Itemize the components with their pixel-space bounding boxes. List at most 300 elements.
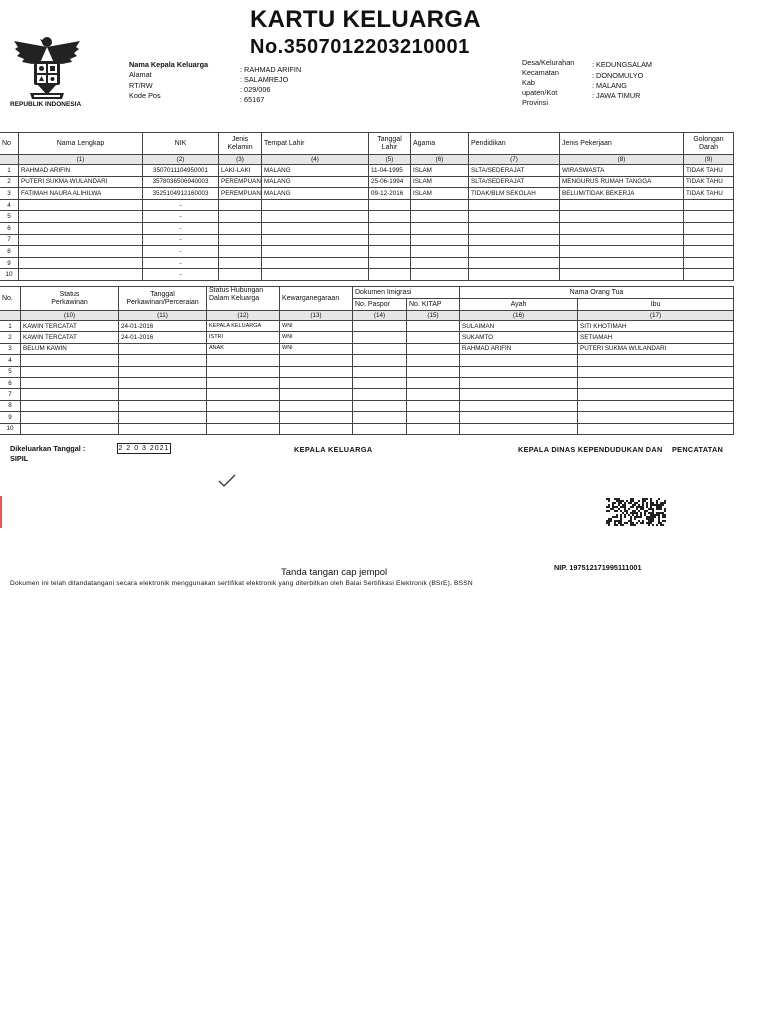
table-cell-ibu [578, 366, 734, 377]
table-cell-tgl [119, 377, 207, 388]
table-cell-paspor [353, 400, 407, 411]
table-cell-kitap [407, 423, 460, 434]
header-blood-line2: Darah [698, 143, 719, 151]
table-cell-tempat [262, 269, 369, 281]
table-cell-nik: - [143, 199, 219, 211]
header-kitap: No. KITAP [407, 299, 460, 311]
table-cell-agama [411, 199, 469, 211]
table-cell-hub [207, 377, 280, 388]
table-cell-ibu: SITI KHOTIMAH [578, 321, 734, 332]
header-no: No [0, 133, 19, 155]
table-cell-kwn: WNI [280, 321, 353, 332]
table-cell-hub [207, 400, 280, 411]
table-cell-nik: - [143, 257, 219, 269]
table-row [0, 199, 734, 211]
table-cell-paspor [353, 423, 407, 434]
table-cell-ayah [460, 366, 578, 377]
col-number: (6) [411, 155, 469, 165]
table-cell-nama [19, 234, 143, 246]
table-cell-kitap [407, 389, 460, 400]
table-cell-pendidikan [469, 211, 560, 223]
table-cell-ibu [578, 377, 734, 388]
table-cell-kitap [407, 400, 460, 411]
table-cell-no: 7 [0, 234, 19, 246]
table-cell-nama [19, 222, 143, 234]
table2-header-row-1 [0, 287, 734, 299]
table-cell-gol: TIDAK TAHU [684, 176, 734, 188]
table-cell-tgl [119, 400, 207, 411]
table-cell-ibu: SETIAMAH [578, 332, 734, 343]
col-number: (3) [219, 155, 262, 165]
table-cell-tgl [119, 343, 207, 354]
label-district: Kecamatan [522, 68, 559, 77]
table-cell-jk: LAKI-LAKI [219, 165, 262, 177]
header-education: Pendidikan [469, 133, 560, 155]
table-cell-tgl: 11-04-1995 [369, 165, 411, 177]
family-card-number: No.3507012203210001 [250, 36, 470, 58]
table-cell-gol [684, 246, 734, 258]
header-birthplace: Tempat Lahir [262, 133, 369, 155]
col-number-blank [0, 311, 21, 321]
col-number: (8) [560, 155, 684, 165]
table-cell-no: 10 [0, 423, 21, 434]
table-cell-pendidikan [469, 257, 560, 269]
col-number: (4) [262, 155, 369, 165]
header-marital-status [21, 287, 119, 311]
table-cell-kitap [407, 343, 460, 354]
table-cell-no: 8 [0, 246, 19, 258]
label-postal-code: Kode Pos [129, 91, 161, 100]
header-marital-line2: Perkawinan [51, 298, 88, 306]
header-birthdate-line2: Lahir [381, 143, 398, 151]
family-status-table [0, 286, 734, 435]
table-cell-no: 4 [0, 355, 21, 366]
table-cell-status [21, 355, 119, 366]
table-cell-paspor [353, 389, 407, 400]
label-rt-rw: RT/RW [129, 81, 153, 90]
label-address: Alamat [129, 70, 152, 79]
table-cell-paspor [353, 377, 407, 388]
table-row [0, 211, 734, 223]
header-birthdate-line1: Tanggal [377, 135, 402, 143]
head-of-office-label: KEPALA DINAS KEPENDUDUKAN DAN [518, 445, 663, 454]
table-cell-tgl [119, 366, 207, 377]
table-cell-tempat: MALANG [262, 165, 369, 177]
checkmark-icon [218, 474, 236, 488]
table-cell-status [21, 400, 119, 411]
table-row [0, 343, 734, 354]
table-cell-pekerjaan [560, 246, 684, 258]
table-cell-no: 9 [0, 412, 21, 423]
table-cell-gol: TIDAK TAHU [684, 165, 734, 177]
table-cell-pekerjaan: MENGURUS RUMAH TANGGA [560, 176, 684, 188]
table-row [0, 246, 734, 258]
table-cell-gol [684, 199, 734, 211]
table-row [0, 332, 734, 343]
table-cell-tgl [119, 423, 207, 434]
table-cell-ayah [460, 377, 578, 388]
col-number-blank [0, 155, 19, 165]
table-cell-hub [207, 366, 280, 377]
table-cell-ayah [460, 423, 578, 434]
document-title: KARTU KELUARGA [250, 6, 481, 33]
value-head-of-family: : RAHMAD ARIFIN [240, 65, 302, 74]
table-cell-no: 9 [0, 257, 19, 269]
table-cell-nik: - [143, 211, 219, 223]
header-gender [219, 133, 262, 155]
family-members-table [0, 132, 734, 281]
table-cell-nama [19, 246, 143, 258]
value-postal-code: : 65167 [240, 95, 265, 104]
table-row [0, 412, 734, 423]
table-cell-jk [219, 246, 262, 258]
table-cell-agama: ISLAM [411, 188, 469, 200]
value-province: : JAWA TIMUR [592, 91, 641, 100]
table-cell-no: 5 [0, 366, 21, 377]
table-cell-paspor [353, 332, 407, 343]
table-cell-no: 6 [0, 377, 21, 388]
table-cell-no: 6 [0, 222, 19, 234]
table-cell-pendidikan [469, 199, 560, 211]
table-row [0, 176, 734, 188]
table-cell-tgl [369, 269, 411, 281]
table-cell-tempat [262, 199, 369, 211]
table-cell-hub: ANAK [207, 343, 280, 354]
table-cell-hub [207, 412, 280, 423]
header-father: Ayah [460, 299, 578, 311]
table-cell-status: KAWIN TERCATAT [21, 321, 119, 332]
table-row [0, 366, 734, 377]
table-cell-tgl [369, 199, 411, 211]
table-cell-pekerjaan [560, 211, 684, 223]
table-row [0, 423, 734, 434]
col-number: (1) [19, 155, 143, 165]
table-cell-no: 3 [0, 343, 21, 354]
col-number: (7) [469, 155, 560, 165]
table-cell-tempat [262, 257, 369, 269]
header-mother: Ibu [578, 299, 734, 311]
col-number: (5) [369, 155, 411, 165]
table-cell-tgl [369, 234, 411, 246]
table-cell-no: 1 [0, 165, 19, 177]
table-cell-ibu [578, 423, 734, 434]
table-row [0, 389, 734, 400]
table-cell-agama [411, 246, 469, 258]
header-citizenship: Kewarganegaraan [280, 287, 353, 311]
table-cell-paspor [353, 366, 407, 377]
table-cell-ayah [460, 389, 578, 400]
table-cell-ibu [578, 400, 734, 411]
table-cell-kitap [407, 332, 460, 343]
col-number: (2) [143, 155, 219, 165]
col-number: (17) [578, 311, 734, 321]
header-no: No. [0, 287, 21, 311]
col-number: (16) [460, 311, 578, 321]
table-cell-nama [19, 269, 143, 281]
table-cell-gol [684, 257, 734, 269]
table-cell-gol [684, 211, 734, 223]
header-marriage-line1: Tanggal [150, 290, 175, 298]
table-cell-agama [411, 222, 469, 234]
red-margin-mark [0, 496, 2, 528]
table-cell-no: 4 [0, 199, 19, 211]
header-blood-type [684, 133, 734, 155]
table-row [0, 355, 734, 366]
table-cell-kitap [407, 355, 460, 366]
table-cell-gol [684, 222, 734, 234]
header-occupation: Jenis Pekerjaan [560, 133, 684, 155]
header-religion: Agama [411, 133, 469, 155]
header-marital-line1: Status [59, 290, 80, 298]
table-cell-nik: - [143, 269, 219, 281]
table-cell-gol: TIDAK TAHU [684, 188, 734, 200]
table-cell-ayah: RAHMAD ARIFIN [460, 343, 578, 354]
table-cell-no: 2 [0, 176, 19, 188]
label-village: Desa/Kelurahan [522, 58, 575, 67]
table-cell-kitap [407, 412, 460, 423]
table-cell-paspor [353, 412, 407, 423]
table-cell-pekerjaan [560, 269, 684, 281]
table-cell-nama [19, 211, 143, 223]
header-relationship [207, 287, 280, 311]
table-cell-nik: - [143, 222, 219, 234]
table-cell-no: 3 [0, 188, 19, 200]
header-marriage-date [119, 287, 207, 311]
thumbprint-label: Tanda tangan cap jempol [281, 567, 388, 578]
table-cell-gol [684, 234, 734, 246]
value-rt-rw: : 029/006 [240, 85, 271, 94]
header-birthdate [369, 133, 411, 155]
table-cell-agama [411, 257, 469, 269]
table-cell-kwn [280, 389, 353, 400]
table-cell-ibu [578, 389, 734, 400]
table-cell-ibu [578, 355, 734, 366]
header-nik: NIK [143, 133, 219, 155]
table-cell-tempat: MALANG [262, 176, 369, 188]
value-regency: : MALANG [592, 81, 627, 90]
table-cell-kitap [407, 377, 460, 388]
qr-code-icon [606, 498, 666, 526]
table-cell-pendidikan [469, 222, 560, 234]
table-cell-gol [684, 269, 734, 281]
table-cell-paspor [353, 355, 407, 366]
table-cell-tgl: 25-06-1994 [369, 176, 411, 188]
civil-registry-label: PENCATATAN [672, 445, 724, 454]
issued-date-value: 2 2 0 3 2021 [118, 445, 170, 452]
table-cell-tgl [369, 222, 411, 234]
table-cell-pekerjaan: BELUM/TIDAK BEKERJA [560, 188, 684, 200]
table-cell-status: BELUM KAWIN [21, 343, 119, 354]
header-gender-line2: Kelamin [227, 143, 253, 151]
table-cell-status [21, 423, 119, 434]
label-regency-1: Kab [522, 78, 535, 87]
value-address: : SALAMREJO [240, 75, 289, 84]
table-cell-hub [207, 423, 280, 434]
table-cell-nama [19, 257, 143, 269]
table-cell-pekerjaan [560, 222, 684, 234]
table-cell-status [21, 412, 119, 423]
table-cell-tempat [262, 246, 369, 258]
table-cell-tempat [262, 222, 369, 234]
table-cell-pendidikan [469, 246, 560, 258]
garuda-emblem-icon [12, 33, 82, 103]
head-of-family-signature-label: KEPALA KELUARGA [294, 445, 373, 454]
table-cell-tgl [119, 412, 207, 423]
col-number: (12) [207, 311, 280, 321]
table-cell-kwn: WNI [280, 343, 353, 354]
table-cell-hub: ISTRI [207, 332, 280, 343]
table-cell-kwn [280, 400, 353, 411]
nip-number: NIP. 197512171995111001 [554, 563, 642, 572]
table-cell-jk: PEREMPUAN [219, 188, 262, 200]
col-number: (14) [353, 311, 407, 321]
table-row [0, 165, 734, 177]
header-marriage-line2: Perkawinan/Perceraian [126, 298, 199, 306]
table-cell-nama: RAHMAD ARIFIN [19, 165, 143, 177]
table-cell-pendidikan: SLTA/SEDERAJAT [469, 176, 560, 188]
table-cell-jk: PEREMPUAN [219, 176, 262, 188]
table-cell-nama: PUTERI SUKMA WULANDARI [19, 176, 143, 188]
table-cell-tgl: 24-01-2016 [119, 321, 207, 332]
table-cell-no: 1 [0, 321, 21, 332]
table-cell-ayah [460, 412, 578, 423]
col-number: (13) [280, 311, 353, 321]
table-cell-paspor [353, 321, 407, 332]
header-name: Nama Lengkap [19, 133, 143, 155]
sipil-label: SIPIL [10, 454, 29, 463]
table1-column-number-row [0, 155, 734, 165]
table-cell-nik: 3525104912160003 [143, 188, 219, 200]
table-cell-jk [219, 199, 262, 211]
table-cell-kwn [280, 412, 353, 423]
table-row [0, 269, 734, 281]
table-cell-status [21, 377, 119, 388]
table-cell-no: 8 [0, 400, 21, 411]
table-cell-tempat [262, 234, 369, 246]
value-village: : KEDUNGSALAM [592, 60, 653, 69]
table-row [0, 377, 734, 388]
col-number: (11) [119, 311, 207, 321]
table-cell-no: 7 [0, 389, 21, 400]
table-cell-tgl: 09-12-2016 [369, 188, 411, 200]
table-cell-no: 2 [0, 332, 21, 343]
table-cell-pekerjaan: WIRASWASTA [560, 165, 684, 177]
table-cell-kwn [280, 355, 353, 366]
table2-column-number-row [0, 311, 734, 321]
table-cell-nama: FATIMAH NAURA ALIHILWA [19, 188, 143, 200]
value-district: : DONOMULYO [592, 71, 644, 80]
emblem-caption: REPUBLIK INDONESIA [10, 101, 82, 108]
table1-header-row [0, 133, 734, 155]
table-row [0, 234, 734, 246]
table-cell-kwn [280, 423, 353, 434]
table-cell-pendidikan: TIDAK/BLM SEKOLAH [469, 188, 560, 200]
table-cell-kwn [280, 366, 353, 377]
header-immigration-docs: Dokumen Imigrasi [353, 287, 460, 299]
table-cell-jk [219, 211, 262, 223]
table-cell-pekerjaan [560, 257, 684, 269]
label-province: Provinsi [522, 98, 548, 107]
table-cell-jk [219, 234, 262, 246]
table-cell-tgl [119, 355, 207, 366]
table-cell-no: 10 [0, 269, 19, 281]
table-cell-ayah [460, 355, 578, 366]
header-relationship-line1: Status Hubungan [209, 287, 264, 294]
col-number: (15) [407, 311, 460, 321]
table-cell-nik: 3578036506940003 [143, 176, 219, 188]
header-parents: Nama Orang Tua [460, 287, 734, 299]
table-cell-tempat [262, 211, 369, 223]
table-cell-agama: ISLAM [411, 165, 469, 177]
table-cell-hub [207, 389, 280, 400]
header-passport: No. Paspor [353, 299, 407, 311]
table-cell-tempat: MALANG [262, 188, 369, 200]
table-cell-hub [207, 355, 280, 366]
table-cell-hub: KEPALA KELUARGA [207, 321, 280, 332]
table-cell-tgl [369, 246, 411, 258]
table-cell-ayah: SULAIMAN [460, 321, 578, 332]
table-cell-no: 5 [0, 211, 19, 223]
table-cell-agama [411, 211, 469, 223]
table-row [0, 321, 734, 332]
table-row [0, 222, 734, 234]
table-cell-pendidikan: SLTA/SEDERAJAT [469, 165, 560, 177]
table-cell-tgl [369, 257, 411, 269]
table-cell-paspor [353, 343, 407, 354]
col-number: (9) [684, 155, 734, 165]
header-relationship-line2: Dalam Keluarga [209, 295, 260, 302]
table-cell-status [21, 366, 119, 377]
table-cell-ayah [460, 400, 578, 411]
table-cell-pekerjaan [560, 199, 684, 211]
table-cell-tgl: 24-01-2016 [119, 332, 207, 343]
table-cell-agama [411, 269, 469, 281]
table-cell-pekerjaan [560, 234, 684, 246]
table-cell-nama [19, 199, 143, 211]
header-blood-line1: Golongan [693, 135, 724, 143]
table-row [0, 188, 734, 200]
table-cell-status: KAWIN TERCATAT [21, 332, 119, 343]
table-cell-kwn: WNI [280, 332, 353, 343]
table-cell-ibu: PUTERI SUKMA WULANDARI [578, 343, 734, 354]
table-cell-pendidikan [469, 234, 560, 246]
table-cell-tgl [119, 389, 207, 400]
table-cell-kitap [407, 366, 460, 377]
electronic-signature-disclaimer: Dokumen ini telah ditandatangani secara elektronik menggunakan sertifikat elektronik yang diterbitkan oleh Balai Sertifikasi Elektronik (BSrE), BSSN [10, 580, 473, 587]
table-cell-tgl [369, 211, 411, 223]
table-cell-nik: - [143, 234, 219, 246]
table-cell-pendidikan [469, 269, 560, 281]
col-number: (10) [21, 311, 119, 321]
label-head-of-family: Nama Kepala Keluarga [129, 60, 209, 69]
table-cell-agama [411, 234, 469, 246]
table-cell-status [21, 389, 119, 400]
table-row [0, 257, 734, 269]
table-cell-ibu [578, 412, 734, 423]
table-cell-jk [219, 257, 262, 269]
table-cell-jk [219, 222, 262, 234]
table-cell-jk [219, 269, 262, 281]
table-cell-ayah: SUKAMTO [460, 332, 578, 343]
table-cell-nik: - [143, 246, 219, 258]
issued-date-label: Dikeluarkan Tanggal : [10, 444, 86, 453]
header-gender-line1: Jenis [231, 135, 249, 143]
table-row [0, 400, 734, 411]
table-cell-nik: 3507011104950001 [143, 165, 219, 177]
table-cell-agama: ISLAM [411, 176, 469, 188]
label-regency-2: upaten/Kot [522, 88, 558, 97]
table-cell-kitap [407, 321, 460, 332]
